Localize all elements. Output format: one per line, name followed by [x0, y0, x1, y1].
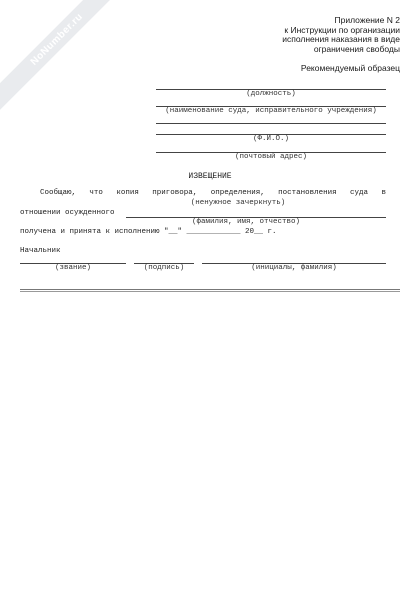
signature-caption: (подпись) — [143, 264, 185, 272]
institution-caption: (наименование суда, исправительного учреждения) — [165, 107, 377, 115]
postal-caption: (почтовый адрес) — [234, 153, 307, 161]
inform-word: определения, — [210, 189, 265, 197]
appendix-line-3: исполнения наказания в виде — [282, 34, 400, 45]
strike-note: (ненужное зачеркнуть) — [190, 199, 286, 207]
position-caption: (должность) — [246, 90, 296, 98]
appendix-line-4: ограничения свободы — [313, 43, 400, 54]
bottom-rule-2 — [20, 291, 400, 292]
inform-word: в — [381, 189, 386, 197]
convict-caption: (фамилия, имя, отчество) — [191, 218, 301, 226]
recommended-sample-label: Рекомендуемый образец — [300, 63, 400, 73]
rank-caption: (звание) — [54, 264, 91, 272]
inform-word: Сообщаю, — [40, 189, 77, 197]
bottom-rule — [20, 289, 400, 290]
notice-title: ИЗВЕЩЕНИЕ — [188, 172, 232, 181]
inform-word: приговора, — [152, 189, 198, 197]
received-line: получена и принята к исполнению "__" ____________ 20__ г. — [20, 228, 277, 236]
watermark-text: NoNumber.ru — [28, 11, 86, 68]
inform-line — [40, 189, 386, 197]
watermark-band — [0, 0, 130, 128]
fio-caption: (Ф.И.О.) — [252, 135, 289, 143]
appendix-header — [200, 16, 400, 54]
appendix-line-1: Приложение N 2 — [334, 15, 400, 25]
inform-word: постановления — [278, 189, 337, 197]
inform-word: что — [89, 189, 103, 197]
convict-label: отношении осужденного — [20, 209, 115, 217]
institution-line-2 — [156, 123, 386, 124]
name-caption: (инициалы, фамилия) — [251, 264, 337, 272]
watermark — [0, 0, 130, 130]
inform-word: копия — [116, 189, 139, 197]
inform-word: суда — [350, 189, 369, 197]
appendix-line-2: к Инструкции по организации — [284, 24, 400, 35]
chief-label: Начальник — [20, 247, 61, 255]
